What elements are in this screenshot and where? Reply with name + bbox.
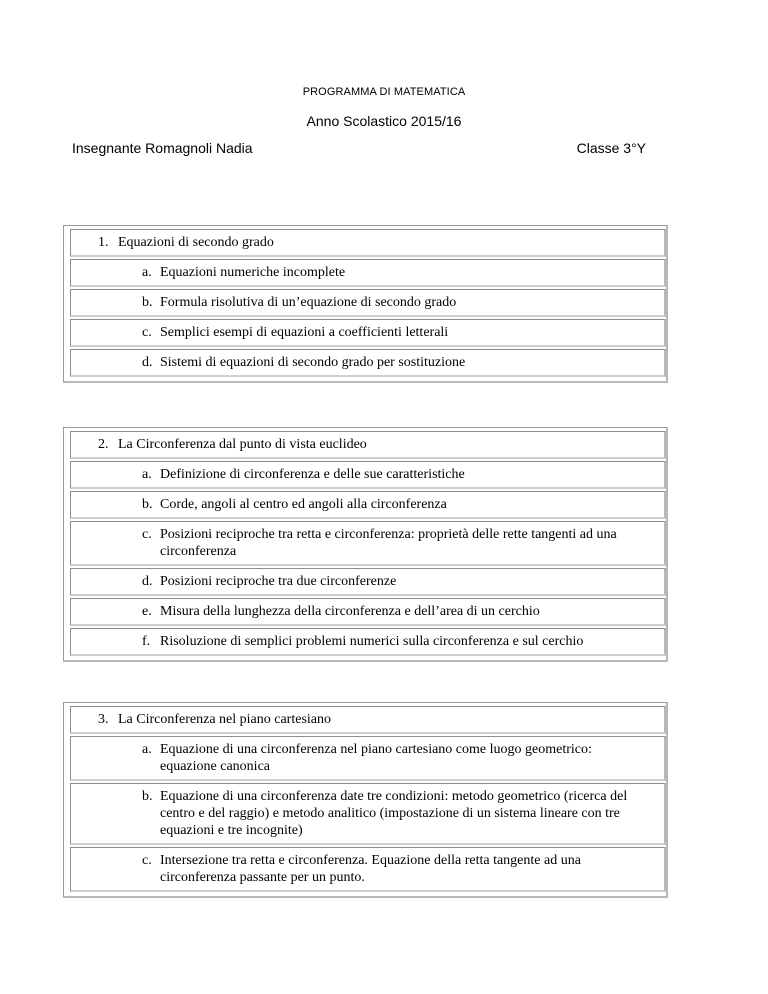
section-3-number: 3. [98, 712, 109, 727]
item-letter: c. [142, 325, 152, 340]
item-text: Definizione di circonferenza e delle sue caratteristiche [160, 467, 465, 482]
item-letter: c. [142, 527, 152, 542]
section-1-item-c [70, 319, 666, 347]
section-2-item-a [70, 461, 666, 489]
item-text: Formula risolutiva di un’equazione di secondo grado [160, 295, 457, 310]
item-text: Corde, angoli al centro ed angoli alla circonferenza [160, 497, 447, 512]
teacher-name: Insegnante Romagnoli Nadia [72, 140, 253, 156]
section-2-item-c [70, 521, 666, 566]
section-1-header-row [70, 229, 666, 257]
section-1-item-a [70, 259, 666, 287]
item-letter: e. [142, 604, 152, 619]
item-letter: f. [142, 634, 151, 649]
section-2-header-row [70, 431, 666, 459]
section-3-item-a [70, 736, 666, 781]
section-3-header-row [70, 706, 666, 734]
section-2-item-e [70, 598, 666, 626]
item-text: Risoluzione di semplici problemi numerici sulla circonferenza e sul cerchio [160, 634, 584, 649]
item-letter: d. [142, 355, 153, 370]
section-2-item-b [70, 491, 666, 519]
section-3-item-b [70, 783, 666, 845]
item-letter: a. [142, 265, 152, 280]
item-text: Equazione di una circonferenza nel piano cartesiano come luogo geometrico: equazione canonica [160, 742, 592, 774]
section-1-table [63, 225, 668, 383]
item-letter: c. [142, 853, 152, 868]
section-2-title: La Circonferenza dal punto di vista euclideo [118, 437, 367, 452]
section-1-item-b [70, 289, 666, 317]
document-title: PROGRAMMA DI MATEMATICA [302, 86, 466, 98]
item-letter: b. [142, 295, 153, 310]
section-2-number: 2. [98, 437, 109, 452]
item-text: Posizioni reciproche tra retta e circonferenza: proprietà delle rette tangenti ad una circonferenza [160, 527, 617, 559]
section-1-item-d [70, 349, 666, 377]
section-2-item-d [70, 568, 666, 596]
item-text: Equazioni numeriche incomplete [160, 265, 346, 280]
section-2-item-f [70, 628, 666, 656]
class-label: Classe 3°Y [576, 140, 646, 156]
item-text: Equazione di una circonferenza date tre condizioni: metodo geometrico (ricerca del centro e del raggio) e metodo analitico (impostazione di un sistema lineare con tre equazioni e tre incognite) [160, 789, 628, 838]
item-letter: b. [142, 497, 153, 512]
section-1-title: Equazioni di secondo grado [118, 235, 274, 250]
item-text: Intersezione tra retta e circonferenza. Equazione della retta tangente ad una circonferenza passante per un punto. [160, 853, 581, 885]
section-3-table [63, 702, 668, 898]
item-letter: b. [142, 789, 153, 804]
item-text: Semplici esempi di equazioni a coefficienti letterali [160, 325, 449, 340]
item-letter: a. [142, 467, 152, 482]
item-letter: a. [142, 742, 152, 757]
item-letter: d. [142, 574, 153, 589]
section-3-title: La Circonferenza nel piano cartesiano [118, 712, 332, 727]
item-text: Sistemi di equazioni di secondo grado per sostituzione [160, 355, 466, 370]
section-3-item-c [70, 847, 666, 892]
section-1-number: 1. [98, 235, 109, 250]
school-year: Anno Scolastico 2015/16 [306, 113, 462, 129]
section-2-table [63, 427, 668, 662]
item-text: Misura della lunghezza della circonferenza e dell’area di un cerchio [160, 604, 540, 619]
item-text: Posizioni reciproche tra due circonferenze [160, 574, 397, 589]
